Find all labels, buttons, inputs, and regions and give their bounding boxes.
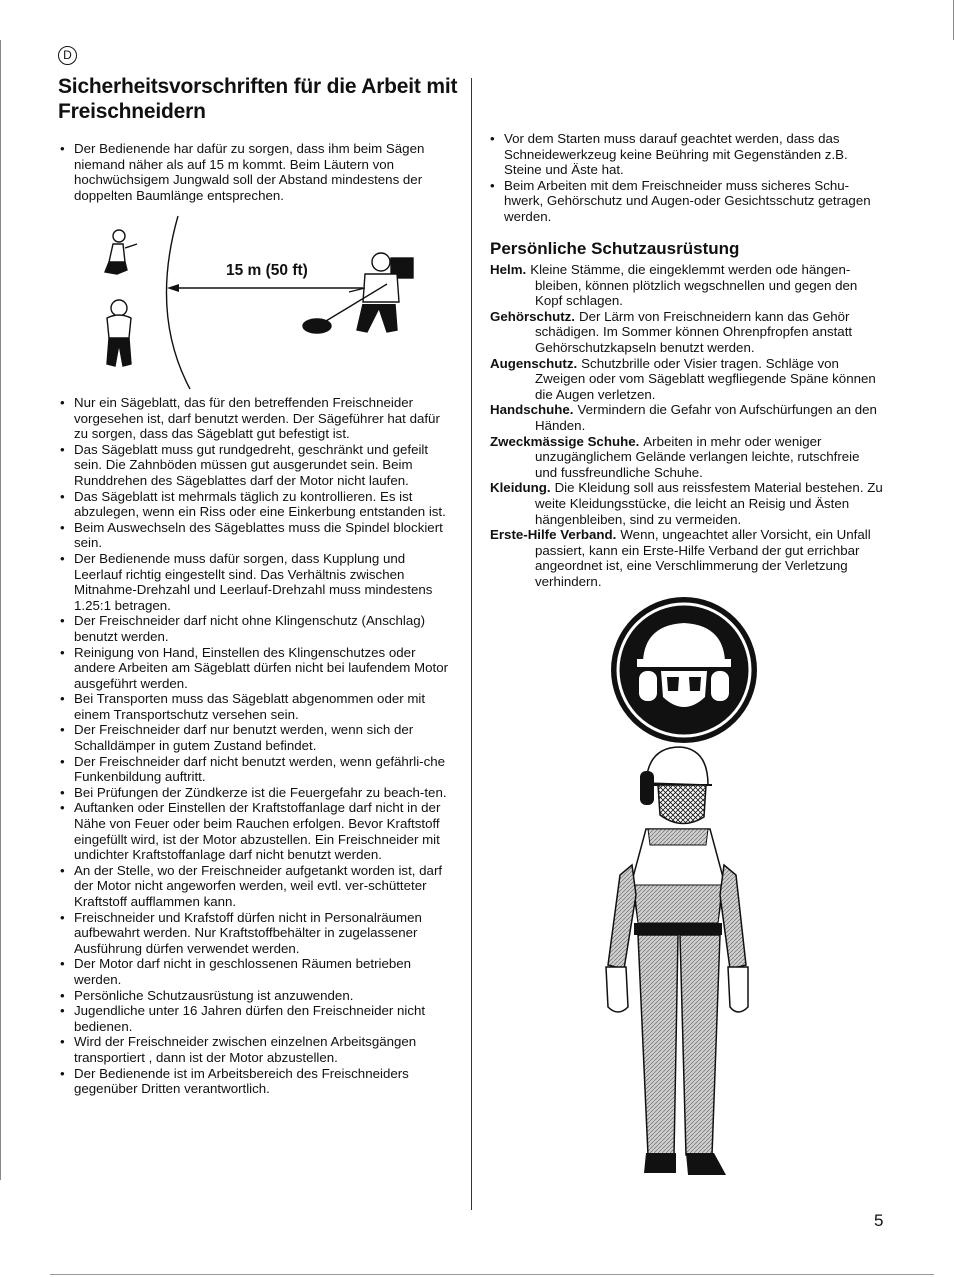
list-item: • Das Sägeblatt muss gut rundgedreht, geschränkt und gefeilt sein. Die Zahnböden müssen gut ausgerundet sein. Beim Runddrehen des Sägeblattes darf der Motor nicht laufen. xyxy=(58,442,456,489)
gear-item-eyes xyxy=(490,356,885,403)
distance-label: 15 m (50 ft) xyxy=(226,262,308,279)
list-item: • Vor dem Starten muss darauf geachtet werden, dass das Schneidewerkzeug keine Beühring mit Gegenständen z.B. Steine und Äste hat. xyxy=(488,131,880,178)
page-number: 5 xyxy=(874,1211,884,1230)
gear-term: Erste-Hilfe Verband. xyxy=(490,527,617,543)
list-item: • Wird der Freischneider zwischen einzelnen Arbeitsgängen transportiert , dann ist der Motor abzustellen. xyxy=(58,1034,456,1065)
list-item: • Auftanken oder Einstellen der Kraftstoffanlage darf nicht in der Nähe von Feuer oder beim Rauchen erfolgen. Bevor Kraftstoff eingefüllt wird, ist der Motor abzustellen. Ein Freischneider mit undichter Kraftstoffanlage darf nicht benutzt werden. xyxy=(58,800,456,862)
mandatory-protection-sign-icon xyxy=(609,595,759,745)
protective-gear-heading: Persönliche Schutzausrüstung xyxy=(490,239,740,258)
list-item: • Jugendliche unter 16 Jahren dürfen den Freischneider nicht bedienen. xyxy=(58,1003,456,1034)
intro-bullet-list xyxy=(58,141,453,203)
bystander-person-icon xyxy=(105,230,137,274)
list-item: • Beim Arbeiten mit dem Freischneider muss sicheres Schu-hwerk, Gehörschutz und Augen-oder Gesichtsschutz getragen werden. xyxy=(488,178,880,225)
gear-text: Der Lärm von Freischneidern kann das Gehör schädigen. Im Sommer können Ohrenpfropfen anstatt Gehörschutzkapseln benutzt werden. xyxy=(535,308,853,355)
column-divider xyxy=(471,78,472,1210)
gear-item-helmet xyxy=(490,262,885,309)
gear-item-gloves xyxy=(490,402,885,433)
country-code-badge: D xyxy=(58,46,77,65)
list-item: • Der Freischneider darf nicht ohne Klingenschutz (Anschlag) benutzt werden. xyxy=(58,613,456,644)
bottom-rule xyxy=(50,1274,934,1275)
list-item: • Der Freischneider darf nur benutzt werden, wenn sich der Schalldämper in gutem Zustand befindet. xyxy=(58,722,456,753)
distance-drawing xyxy=(95,214,435,394)
gear-term: Kleidung. xyxy=(490,480,551,496)
list-item: • Der Motor darf nicht in geschlossenen Räumen betrieben werden. xyxy=(58,956,456,987)
list-item: • Bei Prüfungen der Zündkerze ist die Feuergefahr zu beach-ten. xyxy=(58,785,456,801)
list-item: • An der Stelle, wo der Freischneider aufgetankt worden ist, darf der Motor nicht angeworfen werden, weil evtl. ver-schütteter Kraftstoff aufflammen kann. xyxy=(58,863,456,910)
gear-text: Wenn, ungeachtet aller Vorsicht, ein Unfall passiert, kann ein Erste-Hilfe Verband der gut errichbar angeordnet ist, eine Verschlimmerung der Verletzung verhindern. xyxy=(535,527,871,589)
protective-gear-list xyxy=(490,262,885,589)
safety-rules-list xyxy=(58,395,456,1097)
page-edge-left xyxy=(0,40,1,1180)
gear-text: Schutzbrille oder Visier tragen. Schläge von Zweigen oder vom Sägeblatt wegfliegende Späne können die Augen verletzen. xyxy=(535,355,876,402)
gear-item-first-aid xyxy=(490,527,885,589)
distance-arc xyxy=(166,216,190,389)
list-item: • Freischneider und Krafstoff dürfen nicht in Personalräumen aufbewahrt werden. Nur Kraftstoffbehälter in zugelassener Ausführung dürfen verwendet werden. xyxy=(58,910,456,957)
list-item: • Der Bedienende ist im Arbeitsbereich des Freischneiders gegenüber Dritten verantwortlich. xyxy=(58,1066,456,1097)
gear-term: Handschuhe. xyxy=(490,402,574,418)
safety-distance-illustration xyxy=(95,214,435,394)
distance-arrowhead xyxy=(167,284,179,292)
gear-text: Kleine Stämme, die eingeklemmt werden ode hängen-bleiben, können plötzlich wegschnellen und gegen den Kopf schlagen. xyxy=(530,262,858,309)
gear-term: Helm. xyxy=(490,262,527,277)
gear-item-hearing xyxy=(490,309,885,356)
bystander-person-icon xyxy=(107,300,131,366)
gear-item-shoes xyxy=(490,434,885,481)
list-item: • Bei Transporten muss das Sägeblatt abgenommen oder mit einem Transportschutz versehen sein. xyxy=(58,691,456,722)
gear-text: Die Kleidung soll aus reissfestem Material bestehen. Zu weite Kleidungsstücke, die leicht an Reisig und Ästen hängenbleiben, sind zu vermeiden. xyxy=(535,480,883,527)
list-item: • Der Bedienende muss dafür sorgen, dass Kupplung und Leerlauf richtig eingestellt sind. Das Verhältnis zwischen Mitnahme-Drehzahl und Leerlauf-Drehzahl muss mindestens 1.25:1 betragen. xyxy=(58,551,456,613)
gear-term: Augenschutz. xyxy=(490,355,578,371)
list-item: • Reinigung von Hand, Einstellen des Klingenschutzes oder andere Arbeiten am Sägeblatt dürfen nicht bei laufendem Motor ausgeführt werden. xyxy=(58,645,456,692)
gear-text: Arbeiten in mehr oder weniger unzugänglichem Gelände verlangen leichte, rutschfreie und fussfreundliche Schuhe. xyxy=(535,433,860,480)
pre-start-bullet-list xyxy=(488,131,880,225)
list-item: • Der Bedienende har dafür zu sorgen, dass ihm beim Sägen niemand näher als auf 15 m kommt. Beim Läutern von hochwüchsigem Jungwald soll der Abstand mindestens der doppelten Baumlänge entsprechen. xyxy=(58,141,453,203)
gear-term: Zweckmässige Schuhe. xyxy=(490,433,640,449)
page-title: Sicherheitsvorschriften für die Arbeit mit Freischneidern xyxy=(58,75,458,123)
worker-in-protective-gear-icon xyxy=(598,745,758,1185)
list-item: • Beim Auswechseln des Sägeblattes muss die Spindel blockiert sein. xyxy=(58,520,456,551)
operator-with-brushcutter-icon xyxy=(303,253,413,333)
list-item: • Persönliche Schutzausrüstung ist anzuwenden. xyxy=(58,988,456,1004)
list-item: • Das Sägeblatt ist mehrmals täglich zu kontrollieren. Es ist abzulegen, wenn ein Riss oder eine Einkerbung entstanden ist. xyxy=(58,489,456,520)
list-item: • Nur ein Sägeblatt, das für den betreffenden Freischneider vorgesehen ist, darf benutzt werden. Der Sägeführer hat dafür zu sorgen, dass das Sägeblatt gut befestigt ist. xyxy=(58,395,456,442)
gear-item-clothing xyxy=(490,480,885,527)
gear-text: Vermindern die Gefahr von Aufschürfungen an den Händen. xyxy=(535,402,877,433)
gear-term: Gehörschutz. xyxy=(490,308,575,324)
list-item: • Der Freischneider darf nicht benutzt werden, wenn gefährli-che Funkenbildung auftritt. xyxy=(58,754,456,785)
